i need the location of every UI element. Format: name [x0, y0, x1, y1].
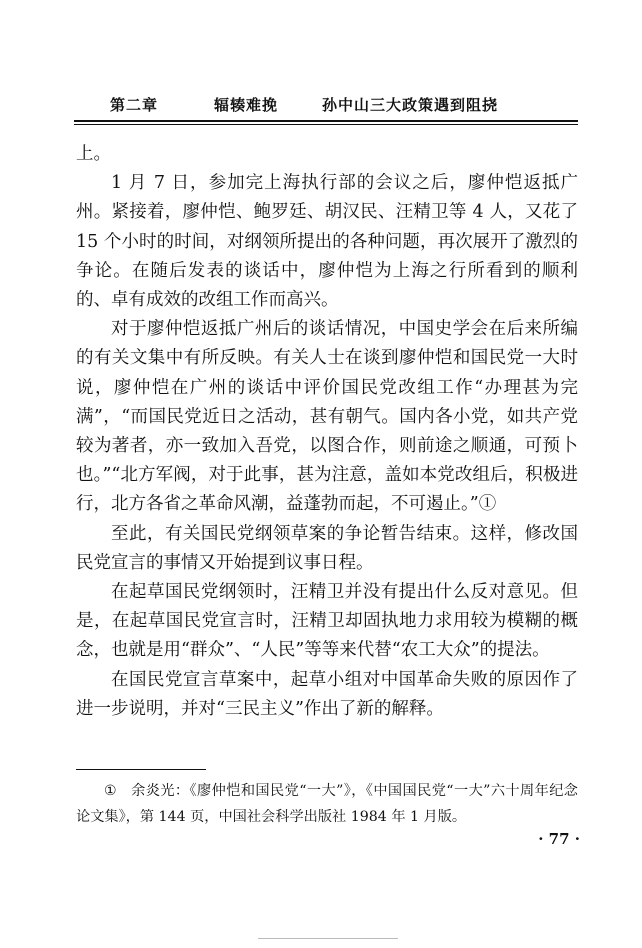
- paragraph: 1 月 7 日，参加完上海执行部的会议之后，廖仲恺返抵广州。紧接着，廖仲恺、鲍罗廷、胡汉民、汪精卫等 4 人，又花了 15 个小时的时间，对纲领所提出的各种问题，再次展开了激烈的争论。在随后发表的谈话中，廖仲恺为上海之行所看到的顺利的、卓有成效的改组工作而高兴。: [76, 173, 578, 311]
- footnote: [76, 778, 578, 830]
- chapter-subtitle: 孙中山三大政策遇到阻挠: [322, 96, 499, 114]
- page-number: · 77 ·: [538, 830, 580, 848]
- footnote-mark: ①: [104, 783, 117, 799]
- body-text: [76, 140, 578, 724]
- scan-artifact-line: [258, 938, 398, 939]
- footnote-divider: [76, 769, 206, 770]
- paragraph: 在起草国民党纲领时，汪精卫并没有提出什么反对意见。但是，在起草国民党宣言时，汪精卫却固执地力求用较为模糊的概念，也就是用“群众”、“人民”等等来代替“农工大众”的提法。: [76, 582, 578, 661]
- chapter-title: 辐辏难挽: [214, 96, 279, 114]
- header-rule-thin: [74, 124, 578, 125]
- paragraph: 至此，有关国民党纲领草案的争论暂告结束。这样，修改国民党宣言的事情又开始提到议事日程。: [76, 523, 578, 573]
- chapter-label: 第二章: [110, 96, 159, 114]
- paragraph: 对于廖仲恺返抵广州后的谈话情况，中国史学会在后来所编的有关文集中有所反映。有关人士在谈到廖仲恺和国民党一大时说，廖仲恺在广州的谈话中评价国民党改组工作“办理甚为完满”，“而国民党近日之活动，甚有朝气。国内各小党，如共产党较为著者，亦一致加入吾党，以图合作，则前途之顺通，可预卜也。”“北方军阀，对于此事，甚为注意，盖如本党改组后，积极进行，北方各省之革命风潮，益蓬勃而起，不可遏止。”①: [76, 319, 578, 515]
- paragraph: 上。: [76, 144, 111, 164]
- header-rule-thick: [74, 120, 578, 122]
- footnote-text: 余炎光：《廖仲恺和国民党“一大”》，《中国国民党“一大”六十周年纪念论文集》，第 144 页，中国社会科学出版社 1984 年 1 月版。: [76, 783, 578, 825]
- paragraph: 在国民党宣言草案中，起草小组对中国革命失败的原因作了进一步说明，并对“三民主义”作出了新的解释。: [76, 669, 578, 719]
